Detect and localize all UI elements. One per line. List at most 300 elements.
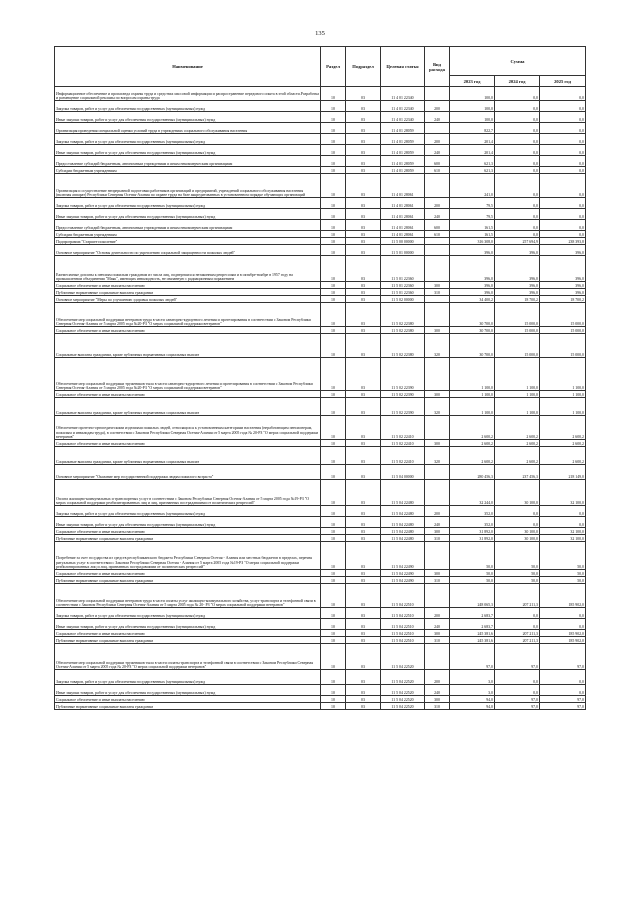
cell-sum-2025: 0,0 <box>540 145 586 156</box>
cell-sum-2023: 280 456,3 <box>450 465 495 480</box>
cell-sum-2024: 207 211,3 <box>495 637 540 644</box>
cell-sum-2025: 0,0 <box>540 167 586 174</box>
cell-sum-2025: 0,0 <box>540 685 586 696</box>
cell-sum-2023: 31 892,0 <box>450 535 495 542</box>
cell-sum-2023: 100,0 <box>450 101 495 112</box>
cell-target-article: 11 5 04 22520 <box>381 670 425 685</box>
cell-sum-2023: 396,0 <box>450 289 495 296</box>
cell-section: 10 <box>321 528 346 535</box>
cell-subsection: 03 <box>346 644 381 670</box>
table-row <box>55 577 586 584</box>
cell-target-article: 11 5 04 22510 <box>381 608 425 619</box>
cell-sum-2023: 50,0 <box>450 542 495 570</box>
cell-section: 10 <box>321 630 346 637</box>
cell-sum-2024: 237 456,3 <box>495 465 540 480</box>
cell-sum-2025: 0,0 <box>540 231 586 238</box>
cell-expense-type: 310 <box>425 289 450 296</box>
cell-subsection: 03 <box>346 256 381 282</box>
cell-expense-type: 240 <box>425 619 450 630</box>
cell-sum-2024: 0,0 <box>495 101 540 112</box>
cell-sum-2024: 207 211,3 <box>495 630 540 637</box>
cell-sum-2024: 0,0 <box>495 670 540 685</box>
cell-target-article: 11 5 04 22510 <box>381 630 425 637</box>
cell-sum-2025: 32 100,0 <box>540 535 586 542</box>
cell-sum-2025: 396,0 <box>540 256 586 282</box>
cell-sum-2024: 30 100,0 <box>495 528 540 535</box>
cell-subsection: 03 <box>346 209 381 220</box>
cell-expense-type <box>425 644 450 670</box>
cell-sum-2023: 50,0 <box>450 570 495 577</box>
cell-sum-2024: 0,0 <box>495 174 540 198</box>
cell-expense-type <box>425 87 450 101</box>
cell-sum-2025: 0,0 <box>540 134 586 145</box>
cell-target-article: 11 5 02 22380 <box>381 334 425 358</box>
cell-sum-2025: 0,0 <box>540 209 586 220</box>
cell-sum-2025: 396,0 <box>540 282 586 289</box>
cell-subsection: 03 <box>346 245 381 256</box>
cell-name: Обеспечение протезно-ортопедическими изделиями пожилых людей, относящихся к установленным категориям населения (неработающим пенсионерам, пожилым и инвалидам труда), в соответствии с Законом Республики Северная Осетия-Алания от 5 марта 2005 года № 20-РЗ "О мерах социальной поддержки ветеранов" <box>55 416 321 440</box>
cell-name: Социальные выплаты гражданам, кроме публичных нормативных социальных выплат <box>55 398 321 416</box>
table-row <box>55 685 586 696</box>
cell-subsection: 03 <box>346 174 381 198</box>
cell-target-article: 11 4 01 28059 <box>381 134 425 145</box>
cell-section: 10 <box>321 685 346 696</box>
cell-name: Оплата жилищно-коммунальных и транспортных услуг в соответствии с Законом Республики Северная Осетия-Алания от 5 марта 2005 года №19-РЗ "О мерах социальной поддержки реабилитированных лиц и лиц, признанных пострадавшими от политических репрессий" <box>55 480 321 506</box>
header-subsection: Подраздел <box>346 47 381 87</box>
cell-target-article: 11 4 01 28059 <box>381 145 425 156</box>
cell-sum-2025: 15 000,0 <box>540 303 586 327</box>
cell-sum-2023: 31 892,0 <box>450 528 495 535</box>
cell-expense-type: 310 <box>425 703 450 710</box>
cell-section: 10 <box>321 327 346 334</box>
cell-sum-2024: 0,0 <box>495 231 540 238</box>
cell-sum-2023: 32 244,0 <box>450 480 495 506</box>
table-row <box>55 245 586 256</box>
cell-sum-2025: 50,0 <box>540 577 586 584</box>
cell-target-article: 11 5 00 00000 <box>381 238 425 245</box>
table-row <box>55 174 586 198</box>
cell-sum-2025: 2 600,2 <box>540 416 586 440</box>
cell-target-article: 11 5 02 22410 <box>381 440 425 447</box>
table-row <box>55 703 586 710</box>
cell-subsection: 03 <box>346 334 381 358</box>
cell-target-article: 11 5 04 22480 <box>381 528 425 535</box>
table-body <box>55 87 586 710</box>
cell-subsection: 03 <box>346 506 381 517</box>
cell-target-article: 11 5 04 22510 <box>381 619 425 630</box>
cell-target-article: 11 5 01 22360 <box>381 282 425 289</box>
table-row <box>55 112 586 123</box>
cell-subsection: 03 <box>346 584 381 608</box>
cell-target-article: 11 5 02 22380 <box>381 327 425 334</box>
cell-target-article: 11 4 01 28059 <box>381 156 425 167</box>
cell-sum-2024: 207 211,3 <box>495 584 540 608</box>
cell-sum-2023: 79,5 <box>450 198 495 209</box>
cell-sum-2023: 1 100,0 <box>450 398 495 416</box>
cell-subsection: 03 <box>346 198 381 209</box>
cell-section: 10 <box>321 696 346 703</box>
table-row <box>55 542 586 570</box>
cell-sum-2024: 97,0 <box>495 644 540 670</box>
cell-subsection: 03 <box>346 685 381 696</box>
cell-target-article: 11 5 04 22480 <box>381 506 425 517</box>
cell-sum-2024: 257 694,9 <box>495 238 540 245</box>
cell-target-article: 11 5 04 22520 <box>381 644 425 670</box>
cell-name: Публичные нормативные социальные выплаты гражданам <box>55 637 321 644</box>
table-row <box>55 584 586 608</box>
cell-section: 10 <box>321 101 346 112</box>
cell-sum-2024: 2 600,2 <box>495 416 540 440</box>
cell-sum-2024: 396,0 <box>495 256 540 282</box>
cell-subsection: 03 <box>346 296 381 303</box>
cell-subsection: 03 <box>346 535 381 542</box>
cell-sum-2023: 2 683,7 <box>450 619 495 630</box>
cell-name: Предоставление субсидий бюджетным, автономным учреждениям и иным некоммерческим организациям <box>55 156 321 167</box>
cell-sum-2025: 97,0 <box>540 644 586 670</box>
cell-expense-type: 200 <box>425 134 450 145</box>
cell-sum-2024: 97,0 <box>495 703 540 710</box>
cell-sum-2024: 1 100,0 <box>495 398 540 416</box>
table-row <box>55 238 586 245</box>
cell-section: 10 <box>321 542 346 570</box>
cell-subsection: 03 <box>346 87 381 101</box>
cell-sum-2025: 0,0 <box>540 670 586 685</box>
cell-sum-2023: 822,7 <box>450 123 495 134</box>
cell-expense-type <box>425 358 450 391</box>
cell-sum-2024: 15 000,0 <box>495 334 540 358</box>
cell-section: 10 <box>321 282 346 289</box>
table-row <box>55 289 586 296</box>
table-row <box>55 134 586 145</box>
cell-sum-2024: 0,0 <box>495 156 540 167</box>
cell-sum-2025: 396,0 <box>540 289 586 296</box>
cell-sum-2024: 0,0 <box>495 619 540 630</box>
cell-target-article: 11 4 01 28061 <box>381 174 425 198</box>
cell-subsection: 03 <box>346 289 381 296</box>
cell-target-article: 11 5 02 22390 <box>381 391 425 398</box>
cell-expense-type: 300 <box>425 570 450 577</box>
cell-section: 10 <box>321 156 346 167</box>
cell-sum-2023: 30 700,0 <box>450 327 495 334</box>
cell-target-article: 11 5 04 00000 <box>381 465 425 480</box>
cell-sum-2023: 396,0 <box>450 245 495 256</box>
cell-sum-2023: 396,0 <box>450 282 495 289</box>
cell-expense-type: 300 <box>425 440 450 447</box>
table-row <box>55 282 586 289</box>
cell-sum-2023: 352,0 <box>450 506 495 517</box>
cell-sum-2024: 0,0 <box>495 198 540 209</box>
cell-sum-2023: 79,5 <box>450 209 495 220</box>
cell-subsection: 03 <box>346 619 381 630</box>
table-row <box>55 465 586 480</box>
cell-target-article: 11 4 01 22340 <box>381 101 425 112</box>
cell-expense-type: 300 <box>425 327 450 334</box>
cell-sum-2024: 0,0 <box>495 685 540 696</box>
cell-expense-type: 610 <box>425 167 450 174</box>
cell-section: 10 <box>321 256 346 282</box>
cell-name: Социальное обеспечение и иные выплаты населению <box>55 391 321 398</box>
cell-expense-type: 300 <box>425 391 450 398</box>
table-row <box>55 608 586 619</box>
cell-target-article: 11 5 04 22510 <box>381 584 425 608</box>
cell-sum-2024: 0,0 <box>495 87 540 101</box>
cell-expense-type <box>425 584 450 608</box>
cell-name: Закупка товаров, работ и услуг для обеспечения государственных (муниципальных) нужд <box>55 134 321 145</box>
cell-name: Иные закупки товаров, работ и услуг для обеспечения государственных (муниципальных) нужд <box>55 517 321 528</box>
cell-name: Иные закупки товаров, работ и услуг для обеспечения государственных (муниципальных) нужд <box>55 209 321 220</box>
table-row <box>55 87 586 101</box>
table-row <box>55 416 586 440</box>
cell-target-article: 11 5 04 22480 <box>381 517 425 528</box>
cell-sum-2024: 50,0 <box>495 577 540 584</box>
cell-sum-2024: 396,0 <box>495 289 540 296</box>
cell-expense-type <box>425 245 450 256</box>
cell-sum-2025: 0,0 <box>540 506 586 517</box>
cell-section: 10 <box>321 87 346 101</box>
cell-sum-2025: 97,0 <box>540 696 586 703</box>
cell-sum-2023: 94,0 <box>450 696 495 703</box>
cell-subsection: 03 <box>346 517 381 528</box>
cell-sum-2023: 621,3 <box>450 156 495 167</box>
table-row <box>55 696 586 703</box>
cell-section: 10 <box>321 358 346 391</box>
cell-sum-2023: 352,0 <box>450 517 495 528</box>
cell-section: 10 <box>321 289 346 296</box>
cell-sum-2024: 0,0 <box>495 123 540 134</box>
cell-subsection: 03 <box>346 480 381 506</box>
cell-sum-2025: 1 100,0 <box>540 358 586 391</box>
table-row <box>55 570 586 577</box>
cell-section: 10 <box>321 398 346 416</box>
cell-expense-type <box>425 465 450 480</box>
cell-subsection: 03 <box>346 220 381 231</box>
cell-sum-2023: 201,4 <box>450 134 495 145</box>
cell-section: 10 <box>321 296 346 303</box>
cell-target-article: 11 5 04 22490 <box>381 542 425 570</box>
cell-sum-2025: 238 393,8 <box>540 238 586 245</box>
table-row <box>55 327 586 334</box>
cell-subsection: 03 <box>346 231 381 238</box>
cell-sum-2024: 15 000,0 <box>495 327 540 334</box>
cell-expense-type: 600 <box>425 220 450 231</box>
cell-section: 10 <box>321 584 346 608</box>
header-year-2024: 2024 год <box>495 76 540 87</box>
cell-subsection: 03 <box>346 391 381 398</box>
table-row <box>55 506 586 517</box>
cell-sum-2024: 396,0 <box>495 245 540 256</box>
cell-section: 10 <box>321 480 346 506</box>
cell-subsection: 03 <box>346 570 381 577</box>
cell-sum-2025: 0,0 <box>540 619 586 630</box>
cell-name: Обеспечение мер социальной поддержки тружеников тыла в части санаторно-курортного лечения и протезирования в соответствии с Законом Республики Северная Осетия-Алания от 5 марта 2005 года №20-РЗ "О мерах социальной поддержки ветеранов" <box>55 358 321 391</box>
cell-section: 10 <box>321 570 346 577</box>
cell-subsection: 03 <box>346 447 381 465</box>
cell-section: 10 <box>321 238 346 245</box>
cell-sum-2024: 0,0 <box>495 167 540 174</box>
cell-target-article: 11 5 02 22380 <box>381 303 425 327</box>
table-row <box>55 101 586 112</box>
cell-name: Основное мероприятие "Оказание мер государственной поддержки людям пожилого возраста" <box>55 465 321 480</box>
cell-section: 10 <box>321 465 346 480</box>
cell-section: 10 <box>321 198 346 209</box>
cell-sum-2025: 0,0 <box>540 112 586 123</box>
cell-subsection: 03 <box>346 358 381 391</box>
cell-sum-2025: 32 100,0 <box>540 528 586 535</box>
table-row <box>55 145 586 156</box>
cell-sum-2025: 0,0 <box>540 608 586 619</box>
table-row <box>55 644 586 670</box>
cell-name: Закупка товаров, работ и услуг для обеспечения государственных (муниципальных) нужд <box>55 670 321 685</box>
table-row <box>55 296 586 303</box>
cell-section: 10 <box>321 145 346 156</box>
cell-section: 10 <box>321 447 346 465</box>
table-row <box>55 440 586 447</box>
cell-name: Основное мероприятие "Основы деятельности по укреплению социальной защищенности пожилых людей" <box>55 245 321 256</box>
cell-sum-2024: 0,0 <box>495 134 540 145</box>
cell-expense-type <box>425 174 450 198</box>
cell-expense-type: 300 <box>425 630 450 637</box>
cell-name: Социальное обеспечение и иные выплаты населению <box>55 282 321 289</box>
cell-subsection: 03 <box>346 416 381 440</box>
cell-expense-type: 200 <box>425 506 450 517</box>
cell-target-article: 11 5 04 22510 <box>381 637 425 644</box>
cell-name: Погребение за счет государства из средств республиканского бюджета Республики Северная Осетия - Алания или местных бюджетов в пределах, перечня ритуальных услуг в соответствии с Законом Республики Северная Осетия - Алания от 5 марта 2005 года №19-РЗ "О мерах социальной поддержки реабилитированных лиц и лиц, признанных пострадавшими от политических репрессий" <box>55 542 321 570</box>
cell-name: Публичные нормативные социальные выплаты гражданам <box>55 577 321 584</box>
cell-name: Обеспечение мер социальной поддержки тружеников тыла в части оплаты транспорта и телефонной связи в соответствии с Законом Республики Северная Осетия-Алания от 5 марта 2005 года № 20-РЗ "О мерах социальной поддержки ветеранов" <box>55 644 321 670</box>
cell-sum-2024: 2 600,2 <box>495 440 540 447</box>
cell-sum-2023: 1 100,0 <box>450 358 495 391</box>
cell-sum-2025: 396,0 <box>540 245 586 256</box>
table-row <box>55 480 586 506</box>
cell-sum-2025: 0,0 <box>540 517 586 528</box>
cell-name: Публичные нормативные социальные выплаты гражданам <box>55 535 321 542</box>
cell-expense-type: 310 <box>425 535 450 542</box>
cell-subsection: 03 <box>346 608 381 619</box>
table-row <box>55 334 586 358</box>
cell-sum-2025: 0,0 <box>540 123 586 134</box>
cell-sum-2025: 218 149,0 <box>540 465 586 480</box>
cell-sum-2024: 0,0 <box>495 517 540 528</box>
cell-name: Организация проведения специальной оценки условий труда в учреждениях социального обслуживания населения <box>55 123 321 134</box>
cell-expense-type <box>425 296 450 303</box>
cell-sum-2025: 50,0 <box>540 570 586 577</box>
cell-sum-2023: 621,3 <box>450 167 495 174</box>
cell-expense-type <box>425 416 450 440</box>
cell-section: 10 <box>321 416 346 440</box>
cell-name: Социальные выплаты гражданам, кроме публичных нормативных социальных выплат <box>55 334 321 358</box>
cell-subsection: 03 <box>346 145 381 156</box>
cell-expense-type: 240 <box>425 112 450 123</box>
page-number: 135 <box>315 30 325 37</box>
cell-name: Социальные выплаты гражданам, кроме публичных нормативных социальных выплат <box>55 447 321 465</box>
cell-target-article: 11 5 04 22520 <box>381 685 425 696</box>
cell-name: Социальное обеспечение и иные выплаты населению <box>55 528 321 535</box>
cell-subsection: 03 <box>346 282 381 289</box>
cell-sum-2025: 0,0 <box>540 198 586 209</box>
cell-target-article: 11 5 01 22360 <box>381 256 425 282</box>
cell-expense-type: 310 <box>425 577 450 584</box>
cell-subsection: 03 <box>346 577 381 584</box>
cell-expense-type <box>425 238 450 245</box>
cell-sum-2023: 100,0 <box>450 87 495 101</box>
budget-table <box>54 46 586 710</box>
cell-expense-type <box>425 123 450 134</box>
cell-sum-2024: 50,0 <box>495 542 540 570</box>
cell-sum-2023: 100,0 <box>450 112 495 123</box>
cell-sum-2024: 18 700,2 <box>495 296 540 303</box>
cell-sum-2024: 0,0 <box>495 608 540 619</box>
cell-name: Подпрограмма "Старшее поколение" <box>55 238 321 245</box>
cell-sum-2024: 0,0 <box>495 112 540 123</box>
cell-section: 10 <box>321 644 346 670</box>
cell-expense-type: 600 <box>425 156 450 167</box>
cell-section: 10 <box>321 535 346 542</box>
cell-expense-type: 320 <box>425 398 450 416</box>
cell-name: Предоставление субсидий бюджетным, автономным учреждениям и иным некоммерческим организациям <box>55 220 321 231</box>
cell-sum-2024: 2 600,2 <box>495 447 540 465</box>
cell-sum-2023: 245 381,6 <box>450 630 495 637</box>
cell-subsection: 03 <box>346 238 381 245</box>
cell-subsection: 03 <box>346 101 381 112</box>
cell-expense-type: 240 <box>425 145 450 156</box>
cell-section: 10 <box>321 703 346 710</box>
cell-sum-2023: 2 600,2 <box>450 416 495 440</box>
table-row <box>55 198 586 209</box>
table-row <box>55 303 586 327</box>
cell-expense-type <box>425 480 450 506</box>
cell-sum-2023: 30 700,0 <box>450 303 495 327</box>
cell-sum-2023: 245 381,6 <box>450 637 495 644</box>
cell-subsection: 03 <box>346 542 381 570</box>
cell-expense-type: 300 <box>425 696 450 703</box>
cell-target-article: 11 5 02 22410 <box>381 447 425 465</box>
cell-sum-2025: 15 000,0 <box>540 334 586 358</box>
table-row <box>55 391 586 398</box>
cell-target-article: 11 4 01 28059 <box>381 167 425 174</box>
cell-sum-2025: 50,0 <box>540 542 586 570</box>
cell-sum-2025: 1 100,0 <box>540 391 586 398</box>
cell-expense-type: 200 <box>425 608 450 619</box>
cell-subsection: 03 <box>346 637 381 644</box>
cell-expense-type: 240 <box>425 209 450 220</box>
cell-target-article: 11 5 02 22390 <box>381 358 425 391</box>
cell-sum-2025: 185 902,0 <box>540 630 586 637</box>
header-year-2025: 2025 год <box>540 76 586 87</box>
cell-target-article: 11 4 01 28061 <box>381 220 425 231</box>
cell-name: Публичные нормативные социальные выплаты гражданам <box>55 289 321 296</box>
cell-name: Публичные нормативные социальные выплаты гражданам <box>55 703 321 710</box>
cell-expense-type: 200 <box>425 670 450 685</box>
cell-name: Субсидии бюджетным учреждениям <box>55 231 321 238</box>
cell-name: Обеспечение мер социальной поддержки ветеранов труда в части оплаты услуг жилищно-коммунального хозяйства, услуг транспорта и телефонной связи в соответствии с Законом Республики Северная Осетия-Алания от 5 марта 2005 года № 20- РЗ "О мерах социальной поддержки ветеранов" <box>55 584 321 608</box>
cell-section: 10 <box>321 209 346 220</box>
cell-target-article: 11 5 04 22480 <box>381 480 425 506</box>
cell-name: Основное мероприятие "Меры по улучшению здоровья пожилых людей" <box>55 296 321 303</box>
cell-target-article: 11 5 04 22520 <box>381 703 425 710</box>
table-row <box>55 398 586 416</box>
cell-sum-2023: 201,4 <box>450 145 495 156</box>
cell-section: 10 <box>321 174 346 198</box>
cell-expense-type: 240 <box>425 517 450 528</box>
cell-section: 10 <box>321 517 346 528</box>
cell-expense-type: 610 <box>425 231 450 238</box>
cell-sum-2023: 97,0 <box>450 644 495 670</box>
cell-sum-2023: 396,0 <box>450 256 495 282</box>
cell-sum-2025: 32 100,0 <box>540 480 586 506</box>
cell-section: 10 <box>321 506 346 517</box>
header-year-2023: 2023 год <box>450 76 495 87</box>
cell-sum-2023: 2 683,7 <box>450 608 495 619</box>
